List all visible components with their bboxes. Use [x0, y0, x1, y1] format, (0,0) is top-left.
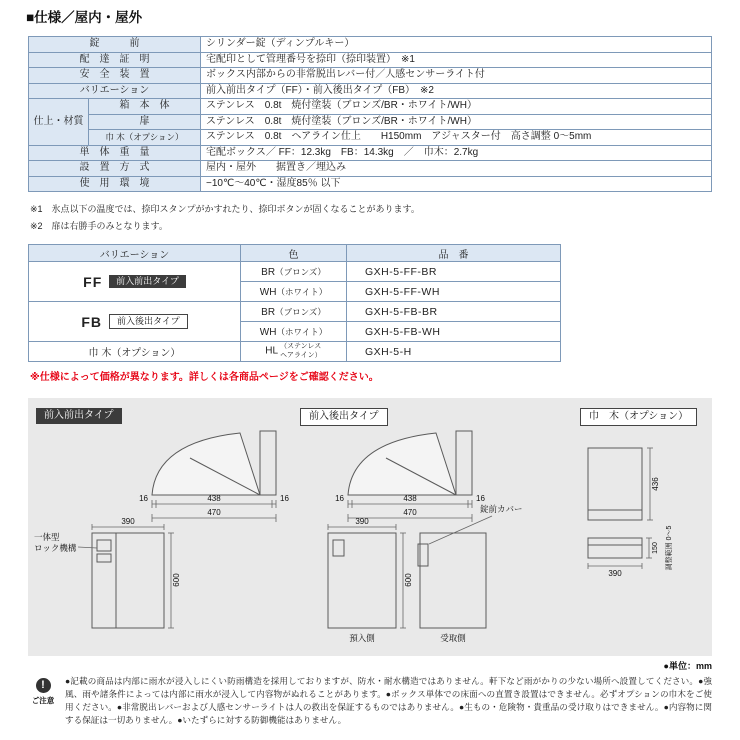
table-row — [29, 262, 561, 282]
deposit-side-label: 預入側 — [349, 633, 375, 643]
dim-label: 16 — [280, 494, 289, 503]
plan-view-ff — [152, 431, 276, 495]
color-code: HL — [265, 346, 279, 358]
color-name: （ホワイト） — [276, 326, 328, 337]
spec-label-installation: 設 置 方 式 — [29, 161, 201, 177]
table-row — [29, 302, 561, 322]
variation-name-ff — [29, 262, 241, 302]
footnote-2: ※2 扉は右勝手のみとなります。 — [30, 221, 168, 231]
spec-sublabel-door: 扉 — [89, 114, 201, 130]
spec-label-environment: 使 用 環 境 — [29, 176, 201, 192]
type-badge-fb: 前入後出タイプ — [109, 314, 188, 329]
page-title: ■仕様／屋内・屋外 — [26, 10, 143, 25]
dim-label: 600 — [404, 573, 413, 587]
footnote-1: ※1 氷点以下の温度では、捺印スタンプがかすれたり、捺印ボタンが固くなることがあります。 — [30, 204, 420, 214]
dim-label: 470 — [207, 508, 221, 517]
dim-label: 16 — [139, 494, 148, 503]
exclamation-icon: ! — [36, 678, 51, 693]
dim-label: 150 — [652, 542, 659, 554]
drawing-area — [28, 398, 712, 656]
front-view-ff — [92, 533, 164, 628]
table-row — [29, 83, 712, 99]
spec-value-safety: ボックス内部からの非常脱出レバー付／人感センサーライト付 — [201, 68, 712, 84]
dim-label: 438 — [403, 494, 417, 503]
color-name: （ホワイト） — [276, 286, 328, 297]
dim-label: 438 — [207, 494, 221, 503]
spec-label-variation: バリエーション — [29, 83, 201, 99]
table-row — [29, 176, 712, 192]
color-cell — [241, 342, 347, 362]
color-cell — [241, 262, 347, 282]
spec-sublabel-body: 箱 本 体 — [89, 99, 201, 115]
part-number: GXH-5-FF-BR — [347, 262, 561, 282]
caution-section — [28, 675, 712, 727]
spec-label-weight: 単 体 重 量 — [29, 145, 201, 161]
part-number: GXH-5-H — [347, 342, 561, 362]
spec-value-environment: −10℃～40℃・湿度85％ 以下 — [201, 176, 712, 192]
baseboard-view-bottom — [588, 538, 642, 558]
type-badge-ff: 前入前出タイプ — [109, 275, 186, 288]
baseboard-view-top — [588, 448, 642, 520]
spec-value-variation: 前入前出タイプ（FF）・前入後出タイプ（FB） ※2 — [201, 83, 712, 99]
dim-label: 16 — [335, 494, 344, 503]
spec-label-lock: 錠 前 — [29, 37, 201, 53]
part-number: GXH-5-FB-WH — [347, 322, 561, 342]
lock-cover-label: 錠前カバー — [480, 504, 523, 514]
table-row — [29, 114, 712, 130]
caution-text: ●記載の商品は内部に雨水が浸入しにくい防雨構造を採用しておりますが、防水・耐水構造ではありません。軒下など雨がかりの少ない場所へ設置してください。●強風、雨や諸条件によっては内部に雨水が浸入して内容物がぬれることがあります。●ボックス単体での床面への直置き設置はできません。必ずオプションの巾木をご使用ください。●非常脱出レバーおよび人感センサーライトは人の救出を保証するものではありません。●生もの・危険物・貴重品の受け取りはできません。●内容物に関する保証は一切ありません。●いたずらに対する防御機能はありません。 — [65, 676, 712, 725]
column-header-variation: バリエーション — [29, 245, 241, 262]
spec-sublabel-baseboard: 巾 木（オプション） — [89, 130, 201, 146]
color-code: BR — [261, 266, 276, 278]
lock-mechanism-label: ロック機構 — [34, 543, 77, 553]
color-cell — [241, 282, 347, 302]
color-code: BR — [261, 306, 276, 318]
dim-label: 390 — [608, 569, 622, 578]
caution-icon-label: ご注意 — [31, 696, 55, 705]
table-row — [29, 37, 712, 53]
part-number: GXH-5-FB-BR — [347, 302, 561, 322]
front-view-fb-receive — [418, 533, 486, 628]
dim-label: 600 — [172, 573, 181, 587]
color-cell — [241, 302, 347, 322]
lock-mechanism-label: 一体型 — [34, 532, 60, 542]
column-header-part: 品 番 — [347, 245, 561, 262]
dimension-lines-baseboard — [588, 448, 653, 569]
spec-label-certificate: 配 達 証 明 — [29, 52, 201, 68]
dim-label: 16 — [476, 494, 485, 503]
spec-table — [28, 36, 712, 192]
plan-view-fb — [348, 431, 472, 495]
table-row — [29, 130, 712, 146]
variation-code-fb: FB — [81, 313, 103, 330]
spec-value-door: ステンレス 0.8t 焼付塗装（ブロンズ/BR・ホワイト/WH） — [201, 114, 712, 130]
color-name-stacked — [280, 343, 322, 359]
spec-value-installation: 屋内・屋外 据置き／埋込み — [201, 161, 712, 177]
spec-value-baseboard: ステンレス 0.8t ヘアライン仕上 H150mm アジャスター付 高さ調整 0～5mm — [201, 130, 712, 146]
color-name-line1: （ステンレス — [280, 343, 322, 351]
color-name-line2: ヘアライン） — [280, 351, 322, 359]
color-code: WH — [259, 286, 277, 298]
diagram-badge-fb: 前入後出タイプ — [300, 408, 388, 426]
table-row — [29, 52, 712, 68]
dim-label: 390 — [355, 517, 369, 526]
price-note: ※仕様によって価格が異なります。詳しくは各商品ページをご確認ください。 — [30, 372, 379, 383]
receive-side-label: 受取側 — [440, 633, 466, 643]
dim-label: 436 — [651, 477, 660, 491]
spec-value-weight: 宅配ボックス／ FF：12.3kg FB：14.3kg ／ 巾木：2.7kg — [201, 145, 712, 161]
spec-label-safety: 安 全 装 置 — [29, 68, 201, 84]
spec-value-body: ステンレス 0.8t 焼付塗装（ブロンズ/BR・ホワイト/WH） — [201, 99, 712, 115]
color-cell — [241, 322, 347, 342]
diagram-badge-baseboard: 巾 木（オプション） — [580, 408, 697, 426]
spec-value-certificate: 宅配印として管理番号を捺印（捺印装置） ※1 — [201, 52, 712, 68]
column-header-color: 色 — [241, 245, 347, 262]
unit-note: ●単位：mm — [663, 661, 712, 671]
color-name: （ブロンズ） — [275, 266, 326, 277]
technical-drawings — [28, 398, 712, 656]
dim-label: 470 — [403, 508, 417, 517]
table-row — [29, 99, 712, 115]
variation-code-ff: FF — [83, 273, 103, 290]
front-view-fb-deposit — [328, 533, 396, 628]
table-row — [29, 342, 561, 362]
diagram-badge-ff: 前入前出タイプ — [36, 408, 122, 424]
variation-table — [28, 244, 561, 362]
variation-name-baseboard: 巾 木（オプション） — [29, 342, 241, 362]
table-header-row — [29, 245, 561, 262]
table-row — [29, 68, 712, 84]
spec-value-lock: シリンダー錠（ディンプルキー） — [201, 37, 712, 53]
color-code: WH — [259, 326, 277, 338]
caution-icon — [28, 675, 58, 706]
part-number: GXH-5-FF-WH — [347, 282, 561, 302]
table-row — [29, 161, 712, 177]
spec-label-material-group: 仕上・材質 — [29, 99, 89, 146]
color-name: （ブロンズ） — [275, 306, 326, 317]
variation-name-fb — [29, 302, 241, 342]
dim-label: 390 — [121, 517, 135, 526]
adjust-range-label: 調整範囲 0～5 — [666, 525, 673, 571]
table-row — [29, 145, 712, 161]
